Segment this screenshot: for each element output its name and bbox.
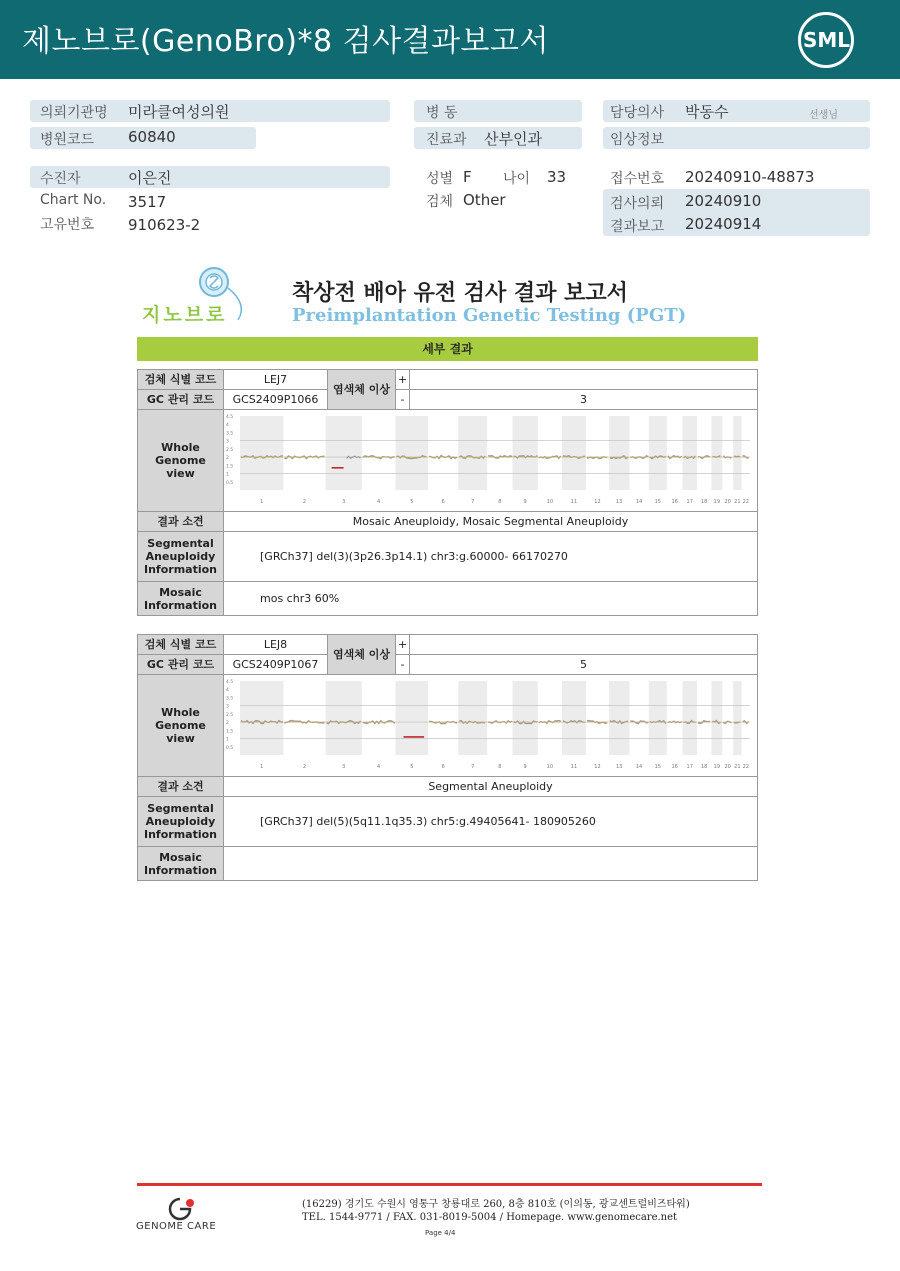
x-tick-label: 20: [724, 764, 731, 770]
department-label: 진료과: [426, 132, 467, 148]
y-tick-label: 3: [226, 704, 229, 710]
x-tick-label: 19: [713, 764, 721, 770]
x-tick-label: 13: [615, 764, 623, 770]
gc-code-label: GC 관리 코드: [138, 655, 224, 675]
chromosome-band: [711, 681, 722, 755]
x-tick-label: 9: [523, 499, 527, 505]
sample-table-1: [137, 369, 758, 616]
hospital-code-label: 병원코드: [40, 132, 95, 148]
x-tick-label: 14: [635, 499, 643, 505]
chart-label: Chart No.: [40, 192, 107, 208]
plus-label: +: [396, 635, 410, 655]
mosaic-label: Mosaic Information: [138, 582, 224, 616]
report-title: 제노브로(GenoBro)*8 검사결과보고서: [22, 24, 549, 59]
y-tick-label: 2: [226, 456, 229, 462]
copy-number-trace: [429, 721, 457, 723]
age-label: 나이: [503, 171, 531, 187]
x-tick-label: 1: [260, 764, 264, 770]
x-tick-label: 10: [546, 764, 554, 770]
accession-value: 20240910-48873: [685, 168, 815, 186]
minus-value: 3: [410, 390, 758, 410]
x-tick-label: 17: [686, 499, 693, 505]
chromosome-band: [396, 416, 429, 490]
chromosome-band: [458, 681, 487, 755]
copy-number-plot: [224, 410, 757, 508]
request-label: 검사의뢰: [610, 196, 665, 212]
page-number: Page 4/4: [425, 1229, 456, 1237]
accession-label: 접수번호: [610, 171, 665, 187]
x-tick-label: 3: [342, 764, 346, 770]
specimen-code-value: LEJ8: [224, 635, 328, 655]
specimen-value: Other: [463, 191, 506, 209]
x-tick-label: 14: [635, 764, 643, 770]
chromosome-band: [649, 681, 667, 755]
x-tick-label: 18: [700, 764, 708, 770]
chromosome-band: [649, 416, 667, 490]
x-tick-label: 12: [594, 499, 601, 505]
genobro-logo-text: 지노브로: [142, 304, 228, 326]
x-tick-label: 8: [498, 764, 502, 770]
chromosome-band: [562, 681, 586, 755]
x-tick-label: 6: [441, 764, 445, 770]
chromosome-band: [682, 416, 696, 490]
x-tick-label: 17: [686, 764, 693, 770]
id-value: 910623-2: [128, 216, 201, 234]
x-tick-label: 3: [342, 499, 346, 505]
y-tick-label: 1.5: [226, 464, 234, 470]
request-date: 20240910: [685, 192, 762, 210]
x-tick-label: 22: [742, 499, 749, 505]
y-tick-label: 0.5: [226, 480, 234, 486]
specimen-code-value: LEJ7: [224, 370, 328, 390]
y-tick-label: 0.5: [226, 745, 234, 751]
chromosome-band: [562, 416, 586, 490]
y-tick-label: 4: [226, 423, 229, 429]
x-tick-label: 11: [570, 764, 578, 770]
sample-table-2: [137, 634, 758, 881]
chromosome-band: [396, 681, 429, 755]
minus-value: 5: [410, 655, 758, 675]
x-tick-label: 7: [471, 764, 475, 770]
gc-code-value: GCS2409P1067: [224, 655, 328, 675]
x-tick-label: 4: [377, 499, 381, 505]
y-tick-label: 1: [226, 737, 229, 743]
age-value: 33: [547, 168, 567, 186]
x-tick-label: 15: [654, 499, 661, 505]
report-date-label: 결과보고: [610, 219, 665, 235]
doctor-value: 박동수: [685, 103, 729, 121]
x-tick-label: 21: [734, 499, 741, 505]
minus-label: -: [396, 390, 410, 410]
department-value: 산부인과: [484, 130, 542, 148]
x-tick-label: 16: [671, 499, 678, 505]
y-tick-label: 2.5: [226, 712, 234, 718]
result-label: 결과 소견: [138, 777, 224, 797]
chromosome-band: [240, 416, 283, 490]
doctor-label: 담당의사: [610, 105, 665, 121]
x-tick-label: 2: [302, 764, 307, 770]
report-date: 20240914: [685, 215, 762, 233]
x-tick-label: 22: [742, 764, 749, 770]
y-tick-label: 2.5: [226, 447, 234, 453]
specimen-code-label: 검체 식별 코드: [138, 370, 224, 390]
y-tick-label: 1.5: [226, 729, 234, 735]
x-tick-label: 7: [471, 499, 475, 505]
chromosome-band: [512, 416, 537, 490]
x-tick-label: 4: [377, 764, 381, 770]
patient-label: 수진자: [40, 171, 81, 187]
gc-code-label: GC 관리 코드: [138, 390, 224, 410]
whole-genome-label: Whole Genome view: [138, 675, 224, 777]
result-value: Segmental Aneuploidy: [224, 777, 758, 797]
specimen-label: 검체: [426, 194, 454, 210]
chromosome-band: [326, 416, 362, 490]
x-tick-label: 5: [410, 764, 414, 770]
x-tick-label: 9: [523, 764, 527, 770]
whole-genome-cell: [224, 410, 758, 512]
copy-number-trace: [734, 456, 740, 457]
patient-value: 이은진: [128, 169, 172, 187]
y-tick-label: 4: [226, 688, 229, 694]
address-line: (16229) 경기도 수원시 영통구 창룡대로 260, 8층 810호 (이의동, 광교센트럴비즈타워): [302, 1199, 690, 1210]
chromosome-band: [458, 416, 487, 490]
genome-care-name: GENOME CARE: [136, 1221, 217, 1232]
y-tick-label: 3.5: [226, 431, 234, 437]
y-tick-label: 3.5: [226, 696, 234, 702]
whole-genome-label: Whole Genome view: [138, 410, 224, 512]
x-tick-label: 6: [441, 499, 445, 505]
specimen-code-label: 검체 식별 코드: [138, 635, 224, 655]
result-value: Mosaic Aneuploidy, Mosaic Segmental Aneuploidy: [224, 512, 758, 532]
x-tick-label: 10: [546, 499, 554, 505]
x-tick-label: 2: [302, 499, 307, 505]
contact-line: TEL. 1544-9771 / FAX. 031-8019-5004 / Homepage. www.genomecare.net: [302, 1212, 678, 1223]
x-tick-label: 12: [594, 764, 601, 770]
copy-number-plot: [224, 675, 757, 773]
y-tick-label: 1: [226, 472, 229, 478]
y-tick-label: 4.5: [226, 680, 234, 685]
chromosome-band: [733, 681, 741, 755]
report-header: [0, 0, 900, 79]
plus-value: [410, 635, 758, 655]
mosaic-value: mos chr3 60%: [224, 582, 758, 616]
chromosome-band: [512, 681, 537, 755]
y-tick-label: 2: [226, 721, 229, 727]
x-tick-label: 18: [700, 499, 708, 505]
x-tick-label: 19: [713, 499, 721, 505]
chromosome-band: [733, 416, 741, 490]
whole-genome-cell: [224, 675, 758, 777]
mosaic-value: [224, 847, 758, 881]
minus-label: -: [396, 655, 410, 675]
x-tick-label: 15: [654, 764, 661, 770]
segmental-label: Segmental Aneuploidy Information: [138, 532, 224, 582]
plus-label: +: [396, 370, 410, 390]
gc-code-value: GCS2409P1066: [224, 390, 328, 410]
institution-label: 의뢰기관명: [40, 105, 108, 121]
x-tick-label: 5: [410, 499, 414, 505]
genome-care-logo-icon: [160, 1195, 200, 1223]
segmental-value: [GRCh37] del(5)(5q11.1q35.3) chr5:g.49405641- 180905260: [224, 797, 758, 847]
chromosome-band: [609, 416, 629, 490]
y-tick-label: 4.5: [226, 415, 234, 420]
chromosome-band: [240, 681, 283, 755]
x-tick-label: 20: [724, 499, 731, 505]
segmental-value: [GRCh37] del(3)(3p26.3p14.1) chr3:g.60000- 66170270: [224, 532, 758, 582]
hospital-code-value: 60840: [128, 128, 176, 146]
sex-value: F: [463, 168, 472, 186]
y-tick-label: 3: [226, 439, 229, 445]
plus-value: [410, 370, 758, 390]
x-tick-label: 1: [260, 499, 264, 505]
footer-address: [302, 1198, 690, 1224]
ward-label: 병 동: [426, 105, 458, 121]
x-tick-label: 16: [671, 764, 678, 770]
chromosome-band: [326, 681, 362, 755]
chart-value: 3517: [128, 193, 167, 211]
chrom-abnormal-label: 염색체 이상: [328, 635, 396, 675]
chromosome-band: [609, 681, 629, 755]
sml-logo: SML: [798, 12, 854, 68]
chromosome-band: [682, 681, 696, 755]
result-label: 결과 소견: [138, 512, 224, 532]
sex-label: 성별: [426, 171, 454, 187]
report-title-english: Preimplantation Genetic Testing (PGT): [292, 305, 687, 326]
id-label: 고유번호: [40, 217, 95, 233]
chrom-abnormal-label: 염색체 이상: [328, 370, 396, 410]
report-title-korean: 착상전 배아 유전 검사 결과 보고서: [292, 281, 628, 306]
doctor-suffix: 선생님: [809, 110, 838, 121]
footer-divider: [137, 1183, 762, 1186]
x-tick-label: 11: [570, 499, 578, 505]
clinical-label: 임상정보: [610, 132, 665, 148]
segmental-label: Segmental Aneuploidy Information: [138, 797, 224, 847]
detail-results-bar: 세부 결과: [137, 337, 758, 361]
x-tick-label: 21: [734, 764, 741, 770]
institution-value: 미라클여성의원: [128, 103, 230, 121]
mosaic-label: Mosaic Information: [138, 847, 224, 881]
chromosome-band: [711, 416, 722, 490]
patient-row-bg: [30, 166, 390, 188]
x-tick-label: 13: [615, 499, 623, 505]
x-tick-label: 8: [498, 499, 502, 505]
